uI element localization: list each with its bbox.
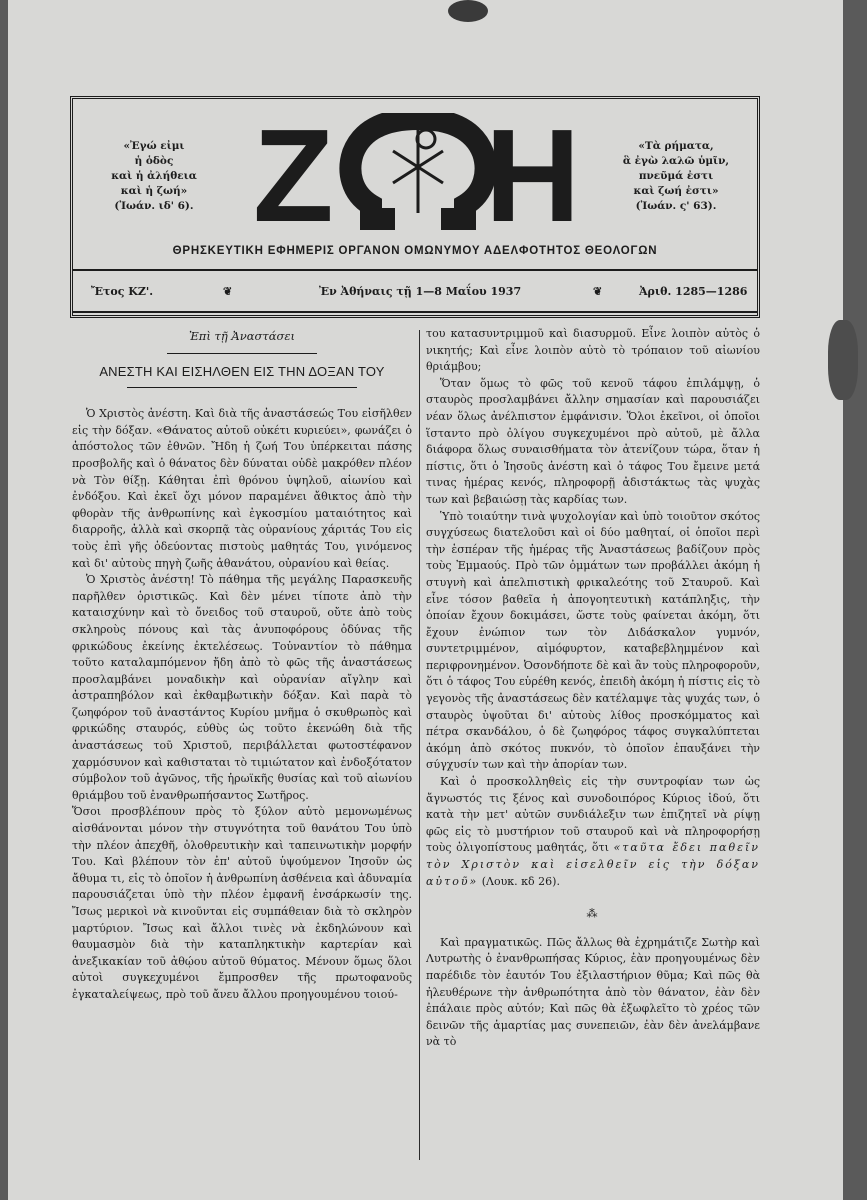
paragraph-text: Καὶ ὁ προσκολληθεὶς εἰς τὴν συντροφίαν των ὡς ἄγνωστός τις ξένος καὶ συνοδοιπόρος Κύριος ἰδού, ὅτι κατὰ τὴν μετ' αὐτῶν συνδιάλεξιν των ἐπιζητεῖ νὰ ρίψῃ φῶς εἰς τὸ μυστήριον τοῦ σταυροῦ καὶ νὰ πληροφορήσῃ τοὺς ὀλιγοπίστους μαθητάς, ὅτι xyxy=(426,775,760,855)
asterism-divider: ⁂ xyxy=(586,907,600,921)
masthead xyxy=(70,96,760,318)
issue-info-bar xyxy=(73,279,757,305)
motto-line: (Ἰωάν. ς' 63). xyxy=(635,200,717,212)
tear-mark xyxy=(448,0,488,22)
tear-mark xyxy=(828,320,858,400)
masthead-rule xyxy=(73,311,757,313)
masthead-rule xyxy=(73,269,757,271)
article-paragraph: Καὶ πραγματικῶς. Πῶς ἄλλως θὰ ἐχρημάτιζε Σωτὴρ καὶ Λυτρωτὴς ὁ ἐνανθρωπήσας Κύριος, ἐὰν προηγουμένως δὲν παρέδιδε τὸν ἑαυτόν Του ἐξιλαστήριον θῦμα; Καὶ πῶς θὰ ἠλευθέρωνε τὴν ἀνθρωπότητα ἀπὸ τὸν θάνατον, ἐὰν δὲν ἐπάλαιε πρὸς αὐτόν; Καὶ πῶς θὰ ἐξωφλεῖτο τὸ χρέος τῶν δεινῶν τῆς ἁμαρτίας μας συνεπειῶν, ἐὰν δὲν ἀνελάμβανε νὰ τὸ xyxy=(426,935,760,1049)
article-paragraph: Ὅταν ὅμως τὸ φῶς τοῦ κενοῦ τάφου ἐπιλάμψῃ, ὁ σταυρὸς προσλαμβάνει ἄλλην σημασίαν καὶ παρουσιάζει νέαν ὅλως ἀνέλπιστον ἐμφάνισιν. Ὅλοι ἐκεῖνοι, οἱ ὁποῖοι ἵσταντο πρὸ ὀλίγου συγκεχυμένοι πρὸ αὐτοῦ, μὲ ἄλλα διάφορα ὅλως συναισθήματα τὸν ἀτενίζουν τώρα, ὅταν ἡ πίστις, ὅτι ὁ Ἰησοῦς ἀνέστη καὶ ὁ τάφος Του ἔμεινε μετά τινας ἡμέρας κενός, πληροφορῇ ἀδιστάκτως τὰς ψυχὰς των καὶ βεβαιώσῃ τὰς καρδίας των. xyxy=(426,376,760,506)
ornament-icon: ❦ xyxy=(223,285,233,298)
title-logo xyxy=(253,113,583,231)
article-headline: ΑΝΕΣΤΗ ΚΑΙ ΕΙΣΗΛΘΕΝ ΕΙΣ ΤΗΝ ΔΟΞΑΝ ΤΟΥ xyxy=(99,363,385,379)
motto-line: καὶ ἡ ζωή» xyxy=(120,185,188,197)
motto-line: «Ἐγώ εἰμι xyxy=(123,140,185,152)
heading-rule xyxy=(127,387,357,388)
scripture-reference: (Λουκ. κδ 26). xyxy=(478,874,560,888)
article-paragraph: Ὑπὸ τοιαύτην τινὰ ψυχολογίαν καὶ ὑπὸ τοιοῦτον σκότος συγχύσεως διατελοῦσι καὶ οἱ δύο μαθηταί, οἱ ὁποῖοι περὶ τὴν ἑσπέραν τῆς ἡμέρας τῆς Ἀναστάσεως βαδίζουν πρὸς τοὺς Ἐμμαούς. Πρὸ τῶν ὀμμάτων των προβάλλει ἀκόμη ἡ στυγνὴ καὶ ἀπελπιστικὴ φρικαλεότης τοῦ Σταυροῦ. Καὶ εἶνε τόσον βαθεῖα ἡ ἀπογοητευτικὴ κατάπληξις, τὴν ὁποίαν ἔχουν δοκιμάσει, ὥστε τοὺς φαίνεται ἀκόμη, ὅτι ἔχουν ἐνώπιον των τὸν Διδάσκαλον γυμνόν, συντετριμμένον, αἱμόφυρτον, καταβεβλημμένον καὶ περιφρονημένον. Ὀσονδήποτε δὲ καὶ ἂν τοὺς πληροφοροῦν, ὅτι ὁ τάφος Του εὑρέθη κενός, ἐπειδὴ ἀκόμη ἡ πίστις εἰς τὸ γεγονὸς τῆς ἀναστάσεως δὲν κατέλαμψε τὰς ψυχάς των, ὁ σταυρὸς ὑψοῦται δι' αὐτοὺς λίθος προσκόμματος καὶ πέτρα σκανδάλου, ὁ δὲ ζωηφόρος τάφος συγκαλύπτεται ἀκόμη ἀπὸ σκότος πυκνόν, τὸ ὁποῖον ἐπαυξάνει τὴν σύγχυσίν των καὶ τὴν ἀπορίαν των. xyxy=(426,509,760,772)
motto-line: ἡ ὁδὸς xyxy=(134,155,174,167)
dateline: Ἐν Ἀθήναις τῇ 1—8 Μαΐου 1937 xyxy=(319,285,522,298)
section-heading: Ἐπὶ τῇ Ἀναστάσει xyxy=(188,329,295,343)
article-paragraph: Ὁ Χριστὸς ἀνέστη. Καὶ διὰ τῆς ἀναστάσεώς Του εἰσῆλθεν εἰς τὴν δόξαν. «Θάνατος αὐτοῦ οὐκέτι κυριεύει», φωνάζει ὁ ἀπόστολος τῶν ἐθνῶν. Ἤδη ἡ ζωή Του ὑπέρκειται πάσης προσβολῆς καὶ ὁ θάνατος δὲν δύναται οὐδὲ μακρόθεν πλέον νὰ Τὸν θίξῃ. Κάθηται ἐπὶ θρόνου ὑψηλοῦ, αἰωνίου καὶ ἐνδόξου. Καὶ ἐκεῖ ὄχι μόνον παραμένει ἄθικτος ἀπὸ τὴν φθορὰν τῆς ἀνθρωπίνης καὶ ἐγκοσμίου ματαιότητος καὶ διαρροῆς, ἀλλὰ καὶ σκορπᾷ τὰς οὐρανίους χάριτάς Του εἰς τοὺς ἐπὶ γῆς ὁδεύοντας πιστοὺς μαθητάς Του, γινόμενος καὶ δι' αὐτοὺς πηγὴ ζωῆς ἀθανάτου, οὐρανίου καὶ θείας. xyxy=(72,407,412,570)
newspaper-page xyxy=(8,0,843,1200)
masthead-subtitle: ΘΡΗΣΚΕΥΤΙΚΗ ΕΦΗΜΕΡΙΣ ΟΡΓΑΝΟΝ ΟΜΩΝΥΜΟΥ ΑΔΕΛΦΟΤΗΤΟΣ ΘΕΟΛΟΓΩΝ xyxy=(172,245,658,257)
article-paragraph: Ὁ Χριστὸς ἀνέστη! Τὸ πάθημα τῆς μεγάλης Παρασκευῆς παρῆλθεν ὁριστικῶς. Καὶ δὲν μένει τίποτε ἀπὸ τὴν καταισχύνην καὶ τὸ ὄνειδος τοῦ σταυροῦ, οὔτε ἀπὸ τοὺς σκληροὺς πόνους καὶ τὰς ἀνυποφόρους ὀδύνας τῆς φρικώδους ἐκείνης ἐκτελέσεως. Τοὐναντίον τὸ πάθημα τοῦτο καταλαμπόμενον ἤδη ἀπὸ τὸ φῶς τῆς ἀναστάσεως προσλαμβάνει μοναδικὴν καὶ οὐρανίαν αἴγλην καὶ ἀστραπηβόλον καὶ ἐκθαμβωτικὴν δόξαν. Καὶ παρὰ τὸ ζωηφόρον τοῦ ἀναστάντος Κυρίου μνῆμα ὁ σκυθρωπὸς καὶ φρικώδης σταυρός, εὐθὺς ὡς τοῦτο ἐκενώθη διὰ τῆς ἀναστάσεως τοῦ Χριστοῦ, περιβάλλεται φωτοστέφανον χαρμόσυνον καὶ καθισταται τὸ τιμιώτατον καὶ ἐνδοξότατον σύμβολον τοῦ ἀγῶνος, τῆς ἡρωϊκῆς θυσίας καὶ τοῦ αἰωνίου θριάμβου τοῦ ἐνανθρωπήσαντος Σωτῆρος. xyxy=(72,573,412,802)
article-paragraph: του κατασυντριμμοῦ καὶ διασυρμοῦ. Εἶνε λοιπὸν αὐτὸς ὁ νικητής; Καὶ εἶνε λοιπὸν αὐτὸ τὸ τρόπαιον τοῦ αἰωνίου θριάμβου; xyxy=(426,327,760,374)
motto-line: (Ἰωάν. ιδ' 6). xyxy=(114,200,194,212)
motto-line: καὶ ἡ ἀλήθεια xyxy=(111,170,197,182)
motto-line: καὶ ζωή ἐστι» xyxy=(633,185,719,197)
article-column-right xyxy=(426,326,760,1051)
article-column-left xyxy=(72,326,412,1004)
article-paragraph: Ὅσοι προσβλέπουν πρὸς τὸ ξύλον αὐτὸ μεμονωμένως αἰσθάνονται μόνον τὴν στυγνότητα τοῦ θανάτου Του ὑπὸ τὴν πλέον ἀπεχθῆ, ὀλοθρευτικὴν καὶ ταπεινωτικὴν μορφήν Του. Καὶ βλέπουν τὸν ἐπ' αὐτοῦ ὑψούμενον Ἰησοῦν ὡς ἄθυμα τι, εἰς τὸ ὁποῖον ἡ ἀνθρωπίνη ἀσθένεια καὶ ἀδυναμία παρουσιάζεται ὑπὸ τὴν πλέον ἐμφανῆ ἐνσάρκωσίν της. Ἴσως μερικοὶ νὰ κινοῦνται εἰς συμπάθειαν διὰ τὸ σκληρὸν μαρτύριον. Ἴσως καὶ ἄλλοι τινὲς νὰ ἐκδηλώνουν καὶ θαυμασμὸν διὰ τὴν καταπληκτικὴν καρτερίαν καὶ ἀνεξικακίαν τοῦ ἀθῴου αὐτοῦ θύματος. Μένουν ὅμως ὅλοι αὐτοὶ συγκεχυμένοι ἔμπροσθεν τῆς πρωτοφανοῦς ἐγκαταλείψεως, πρὸ τοῦ ἄνευ ἄλλου προηγουμένου τοιού- xyxy=(72,805,412,1001)
logo-letter-zeta: Ζ xyxy=(253,113,334,231)
motto-left xyxy=(79,139,229,214)
article-paragraph xyxy=(426,774,760,890)
scripture-quote: «ταῦτα ἔδει παθεῖν τὸν Χριστὸν καὶ εἰσελθεῖν εἰς τὴν δόξαν αὐτοῦ» xyxy=(426,841,760,888)
column-divider xyxy=(419,330,420,1160)
motto-line: πνεῦμά ἐστι xyxy=(638,170,714,182)
ornament-icon: ❦ xyxy=(593,285,603,298)
issue-number: Ἀριθ. 1285—1286 xyxy=(639,285,748,298)
year-label: Ἔτος ΚΖ'. xyxy=(91,285,154,298)
logo-letter-eta: Η xyxy=(485,113,581,231)
motto-line: ἃ ἐγὼ λαλῶ ὑμῖν, xyxy=(622,155,730,167)
motto-line: «Τὰ ρήματα, xyxy=(638,140,714,152)
heading-rule xyxy=(167,353,317,354)
motto-right xyxy=(601,139,751,214)
chi-rho-icon xyxy=(393,127,443,213)
